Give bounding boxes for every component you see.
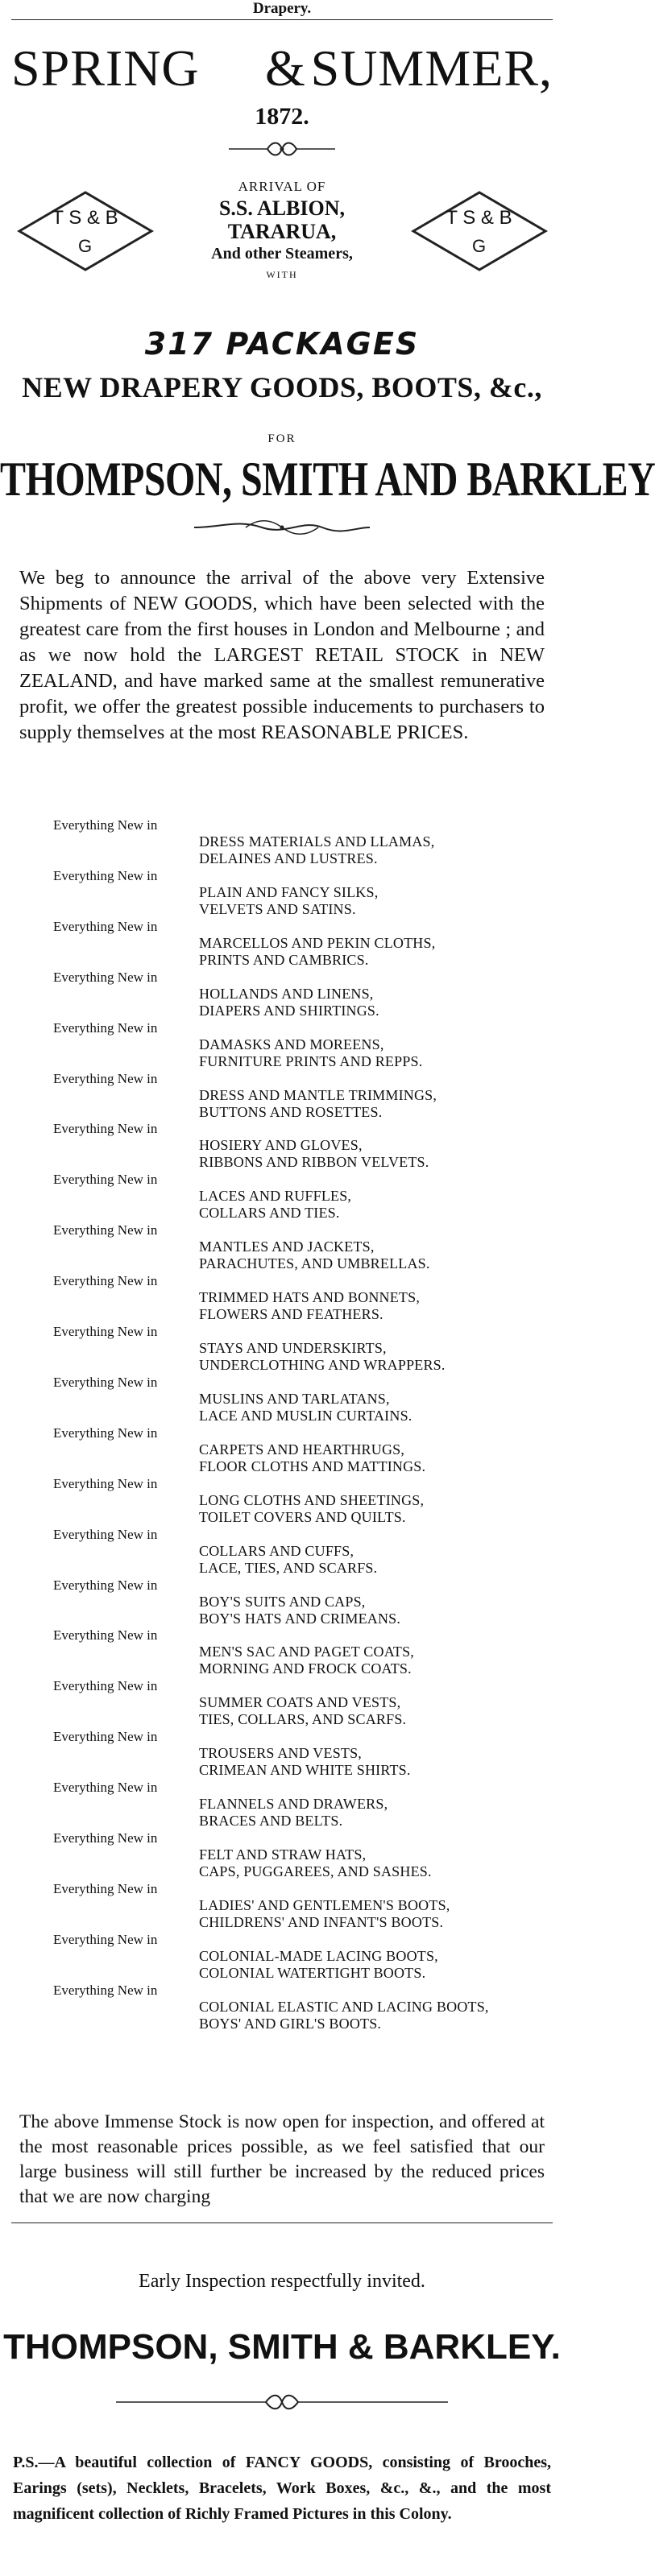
list-item (0, 1627, 564, 1676)
item-line-2: PARACHUTES, AND UMBRELLAS. (199, 1255, 430, 1272)
list-item (0, 1881, 564, 1929)
item-line-2: CRIMEAN AND WHITE SHIRTS. (199, 1762, 411, 1779)
list-item (0, 1577, 564, 1626)
item-line-2: DIAPERS AND SHIRTINGS. (199, 1002, 379, 1019)
item-label: Everything New in (53, 1121, 158, 1137)
item-label: Everything New in (53, 1273, 158, 1289)
item-line-2: COLLARS AND TIES. (199, 1205, 340, 1222)
item-line-1: MUSLINS AND TARLATANS, (199, 1390, 390, 1407)
item-line-2: FURNITURE PRINTS AND REPPS. (199, 1052, 423, 1069)
firm-name-footer: THOMPSON, SMITH & BARKLEY. (3, 2327, 561, 2367)
item-line-1: HOLLANDS AND LINENS, (199, 985, 374, 1002)
item-line-2: TOILET COVERS AND QUILTS. (199, 1508, 406, 1525)
logo-text-bottom: G (471, 236, 487, 256)
item-label: Everything New in (53, 1880, 158, 1896)
item-label: Everything New in (53, 1475, 158, 1491)
item-label: Everything New in (53, 1577, 158, 1593)
item-line-1: FELT AND STRAW HATS, (199, 1846, 367, 1863)
item-line-1: MANTLES AND JACKETS, (199, 1238, 375, 1255)
item-line-1: BOY'S SUITS AND CAPS, (199, 1593, 366, 1610)
arrival-ship-albion: S.S. ALBION, (218, 196, 346, 220)
list-item (0, 919, 564, 967)
item-label: Everything New in (53, 1830, 158, 1846)
list-item (0, 1121, 564, 1169)
flourish-ornament-icon (226, 139, 338, 159)
goods-line: NEW DRAPERY GOODS, BOOTS, &c., (22, 371, 542, 403)
arrival-other-steamers: And other Steamers, (211, 245, 353, 263)
item-line-1: PLAIN AND FANCY SILKS, (199, 883, 379, 900)
list-item (0, 1983, 564, 2031)
headline-word-spring: SPRING (11, 39, 200, 97)
for-label: FOR (267, 432, 296, 445)
item-line-1: DRESS AND MANTLE TRIMMINGS, (199, 1086, 437, 1103)
top-rule (11, 19, 553, 20)
item-line-1: LONG CLOTHS AND SHEETINGS, (199, 1491, 425, 1508)
item-line-1: LACES AND RUFFLES, (199, 1188, 352, 1205)
list-item (0, 1020, 564, 1069)
logo-text-top: T S & B (446, 207, 512, 229)
item-label: Everything New in (53, 1982, 158, 1998)
item-line-2: MORNING AND FROCK COATS. (199, 1660, 412, 1677)
list-item (0, 1172, 564, 1220)
item-line-1: COLLARS AND CUFFS, (199, 1542, 354, 1559)
item-line-2: CHILDRENS' AND INFANT'S BOOTS. (199, 1913, 444, 1930)
item-line-2: VELVETS AND SATINS. (199, 900, 356, 917)
arrival-with: WITH (266, 269, 298, 280)
flourish-ornament-icon (113, 2392, 451, 2413)
item-line-2: CAPS, PUGGAREES, AND SASHES. (199, 1863, 432, 1879)
item-line-1: SUMMER COATS AND VESTS, (199, 1694, 401, 1711)
item-label: Everything New in (53, 1374, 158, 1390)
item-line-1: TROUSERS AND VESTS, (199, 1745, 363, 1762)
item-line-1: HOSIERY AND GLOVES, (199, 1137, 363, 1154)
stock-paragraph: The above Immense Stock is now open for inspection, and offered at the most reasonable prices possible, as we feel satisfied that our large business will still further be increased by the reduced prices that we are now charging (19, 2111, 545, 2207)
headline-ampersand: & (265, 39, 306, 97)
item-line-2: BOYS' AND GIRL'S BOOTS. (199, 2015, 382, 2032)
item-line-1: LADIES' AND GENTLEMEN'S BOOTS, (199, 1896, 450, 1913)
list-item (0, 1932, 564, 1980)
item-line-2: BOY'S HATS AND CRIMEANS. (199, 1610, 401, 1627)
list-item (0, 1425, 564, 1474)
item-line-1: MARCELLOS AND PEKIN CLOTHS, (199, 934, 436, 951)
item-line-2: FLOOR CLOTHS AND MATTINGS. (199, 1458, 426, 1474)
item-label: Everything New in (53, 1424, 158, 1441)
item-line-2: PRINTS AND CAMBRICS. (199, 951, 369, 968)
item-line-1: FLANNELS AND DRAWERS, (199, 1796, 388, 1813)
list-item (0, 1222, 564, 1271)
item-label: Everything New in (53, 1222, 158, 1238)
item-line-1: DRESS MATERIALS AND LLAMAS, (199, 833, 435, 850)
item-line-2: UNDERCLOTHING AND WRAPPERS. (199, 1357, 446, 1373)
item-line-2: COLONIAL WATERTIGHT BOOTS. (199, 1964, 426, 1981)
list-item (0, 970, 564, 1018)
item-label: Everything New in (53, 1931, 158, 1947)
intro-paragraph: We beg to announce the arrival of the above very Extensive Shipments of NEW GOODS, which have been selected with the greatest care from the first houses in London and Melbourne ; and as we now hold the LARGEST RETAIL STOCK in NEW ZEALAND, and have marked same at the smallest remunerative profit, we offer the greatest possible inducements to purchasers to supply themselves at the most REASONABLE PRICES. (19, 567, 545, 743)
item-label: Everything New in (53, 918, 158, 934)
item-line-2: FLOWERS AND FEATHERS. (199, 1306, 383, 1323)
item-line-1: STAYS AND UNDERSKIRTS, (199, 1340, 387, 1356)
item-line-1: COLONIAL ELASTIC AND LACING BOOTS, (199, 1998, 489, 2015)
section-label: Drapery. (252, 0, 312, 17)
item-line-2: BUTTONS AND ROSETTES. (199, 1103, 383, 1120)
list-item (0, 1071, 564, 1119)
logo-text-top: T S & B (52, 207, 118, 229)
list-item (0, 1324, 564, 1372)
item-line-1: TRIMMED HATS AND BONNETS, (199, 1289, 421, 1306)
item-label: Everything New in (53, 1172, 158, 1188)
item-label: Everything New in (53, 1729, 158, 1745)
item-line-1: MEN'S SAC AND PAGET COATS, (199, 1644, 415, 1660)
logo-text-bottom: G (77, 236, 93, 256)
list-item (0, 817, 564, 866)
item-line-1: COLONIAL-MADE LACING BOOTS, (199, 1947, 438, 1964)
list-item (0, 1830, 564, 1879)
item-label: Everything New in (53, 1070, 158, 1086)
list-item (0, 1476, 564, 1524)
arrival-ship-tararua: TARARUA, (227, 220, 337, 243)
list-item (0, 1273, 564, 1321)
list-item (0, 1780, 564, 1828)
item-label: Everything New in (53, 1019, 158, 1036)
list-item (0, 1678, 564, 1726)
list-item (0, 868, 564, 916)
item-label: Everything New in (53, 867, 158, 883)
item-label: Everything New in (53, 1627, 158, 1644)
list-item (0, 1729, 564, 1777)
item-label: Everything New in (53, 1678, 158, 1694)
item-line-2: RIBBONS AND RIBBON VELVETS. (199, 1154, 429, 1171)
flourish-ornament-icon (189, 515, 375, 540)
item-line-2: BRACES AND BELTS. (199, 1813, 343, 1830)
postscript: P.S.—A beautiful collection of FANCY GOODS, consisting of Brooches, Earings (sets), Necklets, Bracelets, Work Boxes, &c., &., and the most magnificent collection of Richly Framed Pictures in this Colony. (13, 2454, 551, 2523)
list-item (0, 1527, 564, 1575)
item-line-1: CARPETS AND HEARTHRUGS, (199, 1441, 405, 1458)
item-label: Everything New in (53, 817, 158, 833)
item-label: Everything New in (53, 1324, 158, 1339)
list-item (0, 1375, 564, 1423)
item-line-2: TIES, COLLARS, AND SCARFS. (199, 1711, 407, 1728)
arrival-line-1: ARRIVAL OF (238, 179, 326, 194)
item-line-1: DAMASKS AND MOREENS, (199, 1036, 384, 1052)
year: 1872. (255, 103, 309, 130)
item-line-2: LACE, TIES, AND SCARFS. (199, 1559, 378, 1576)
packages-count: 317 PACKAGES (144, 326, 420, 362)
item-label: Everything New in (53, 969, 158, 985)
item-label: Everything New in (53, 1526, 158, 1542)
item-line-2: DELAINES AND LUSTRES. (199, 850, 378, 866)
firm-name-heading: THOMPSON, SMITH AND BARKLEY (0, 453, 655, 507)
item-label: Everything New in (53, 1780, 158, 1796)
early-inspection-text: Early Inspection respectfully invited. (139, 2271, 425, 2292)
item-line-2: LACE AND MUSLIN CURTAINS. (199, 1407, 412, 1424)
divider-rule (11, 2222, 553, 2223)
headline-word-summer: SUMMER, (310, 39, 553, 97)
